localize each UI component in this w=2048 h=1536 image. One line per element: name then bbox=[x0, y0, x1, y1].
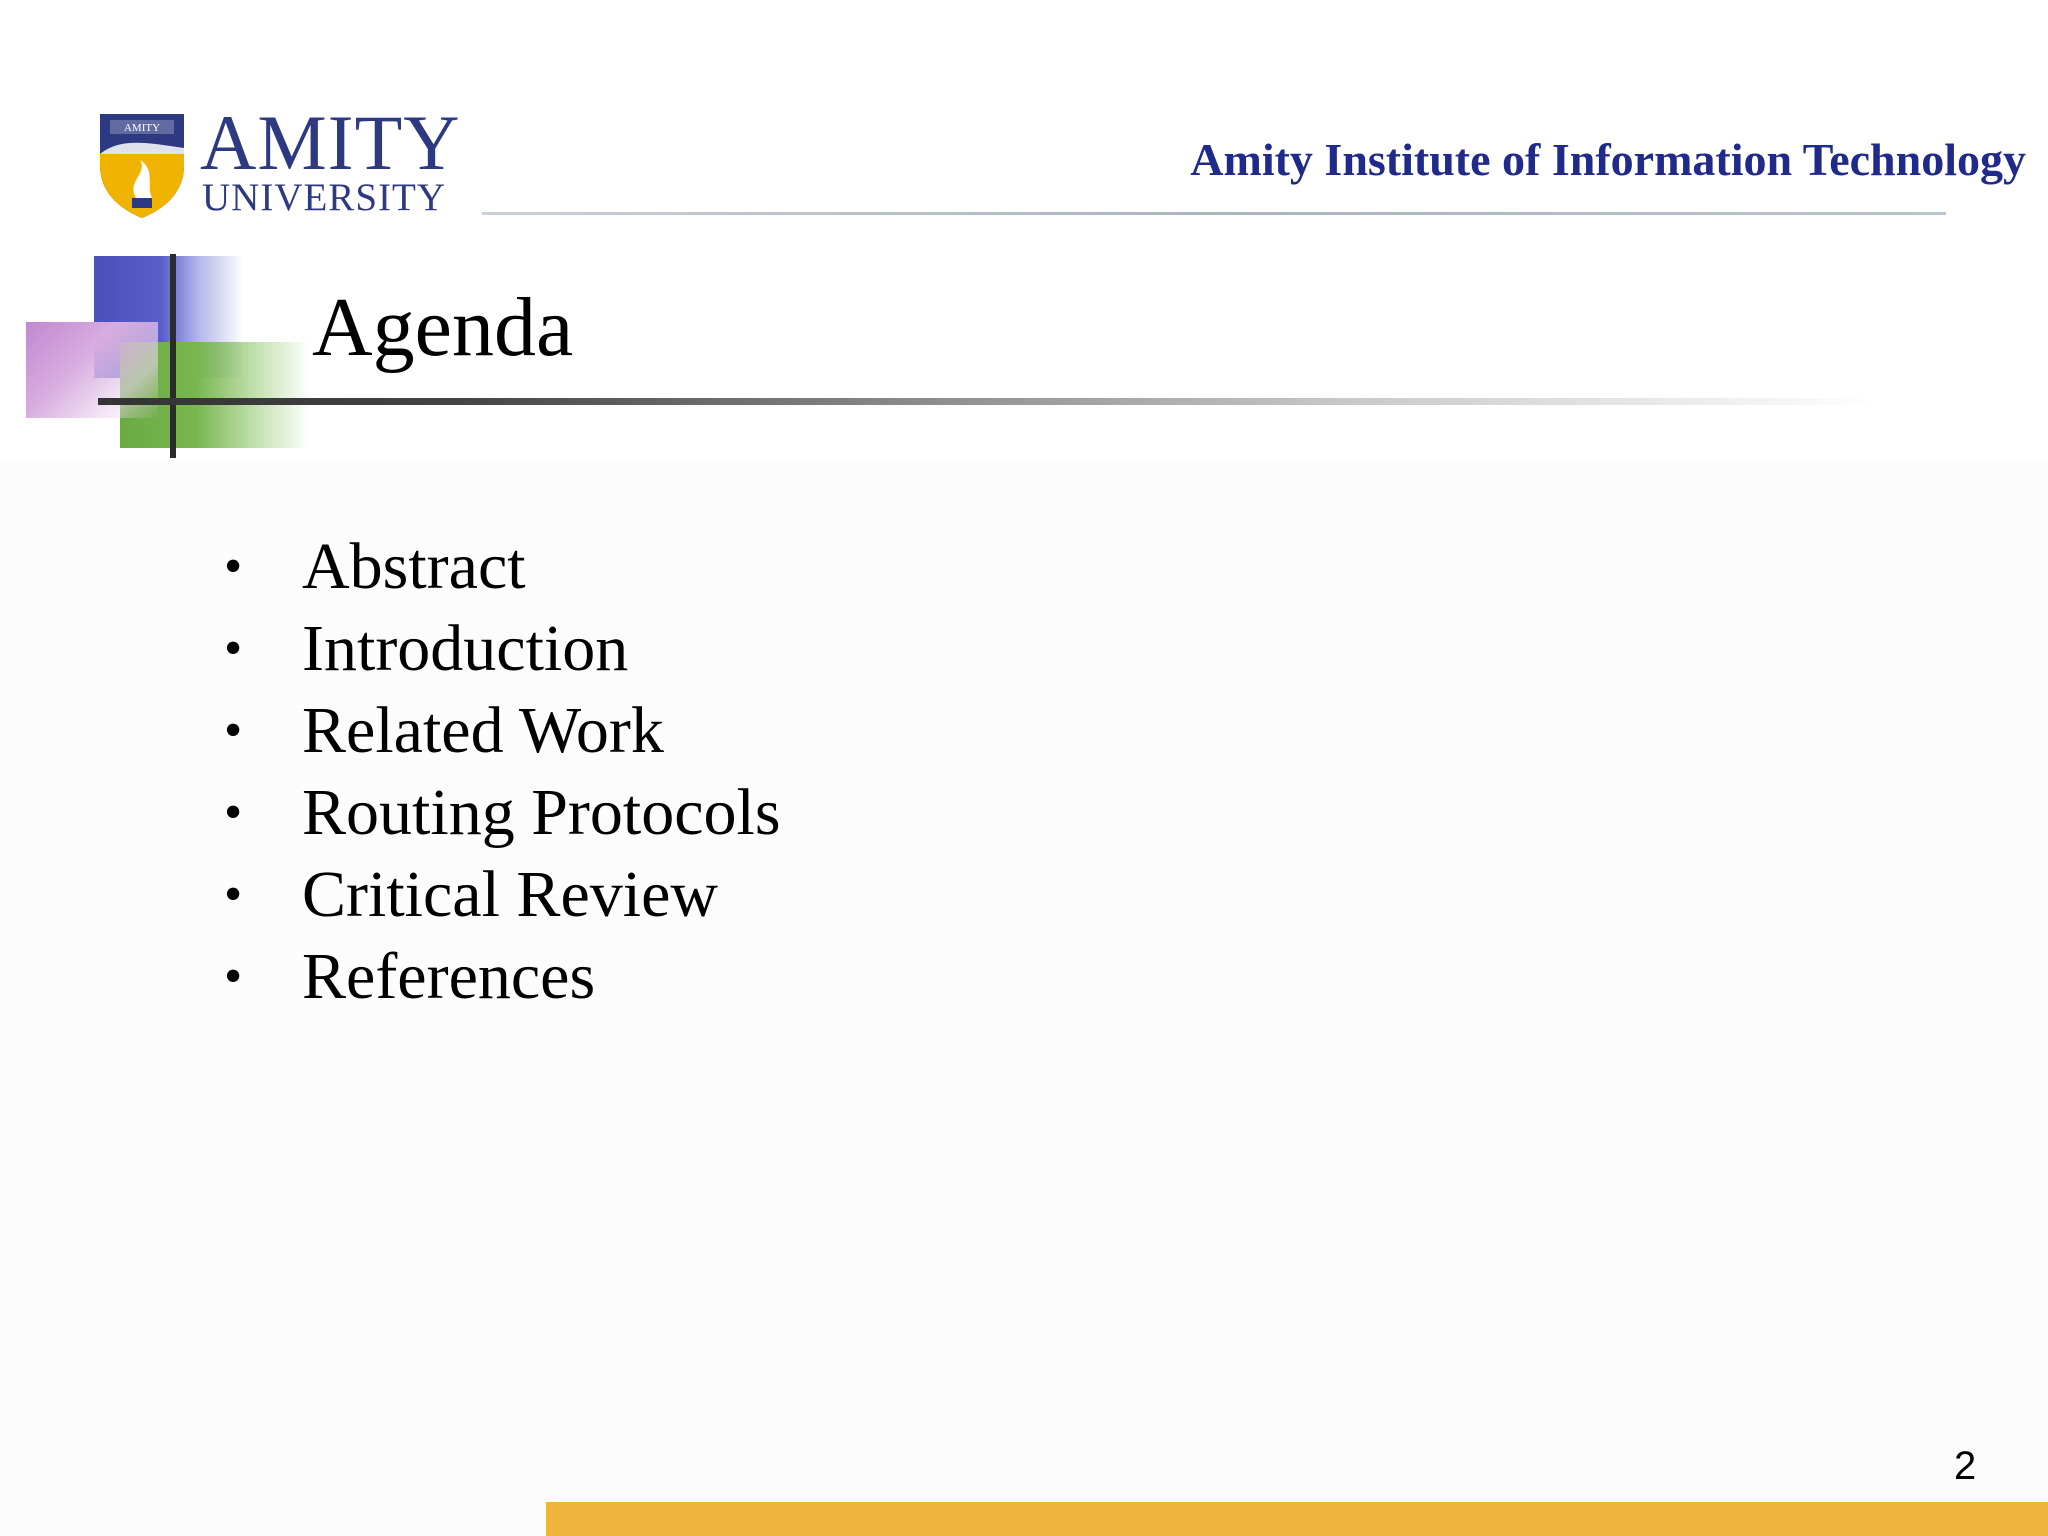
footer-bar bbox=[546, 1502, 2048, 1536]
slide-title: Agenda bbox=[312, 281, 574, 374]
bullet: • bbox=[224, 702, 243, 759]
agenda-item-label: Critical Review bbox=[302, 858, 719, 931]
bullet: • bbox=[224, 538, 243, 595]
page-number: 2 bbox=[1954, 1444, 1977, 1488]
header-divider bbox=[482, 212, 1946, 215]
title-decoration bbox=[0, 250, 320, 470]
decor-vertical-line bbox=[170, 254, 176, 458]
bullet: • bbox=[224, 784, 243, 841]
bullet: • bbox=[224, 866, 243, 923]
shield-icon bbox=[96, 108, 188, 220]
bullet: • bbox=[224, 948, 243, 1005]
agenda-item-label: References bbox=[302, 940, 596, 1013]
agenda-item-label: Abstract bbox=[302, 530, 526, 603]
amity-university-logo bbox=[96, 99, 461, 224]
institute-name: Amity Institute of Information Technology bbox=[1190, 134, 2026, 185]
bullet: • bbox=[224, 620, 243, 677]
agenda-item-label: Introduction bbox=[302, 612, 629, 685]
agenda-item-label: Related Work bbox=[302, 694, 664, 767]
logo-text-university: UNIVERSITY bbox=[202, 176, 446, 219]
shield-text: AMITY bbox=[123, 122, 161, 134]
title-underline bbox=[98, 398, 1878, 405]
logo-text-amity: AMITY bbox=[200, 99, 461, 186]
agenda-item-label: Routing Protocols bbox=[302, 776, 781, 849]
